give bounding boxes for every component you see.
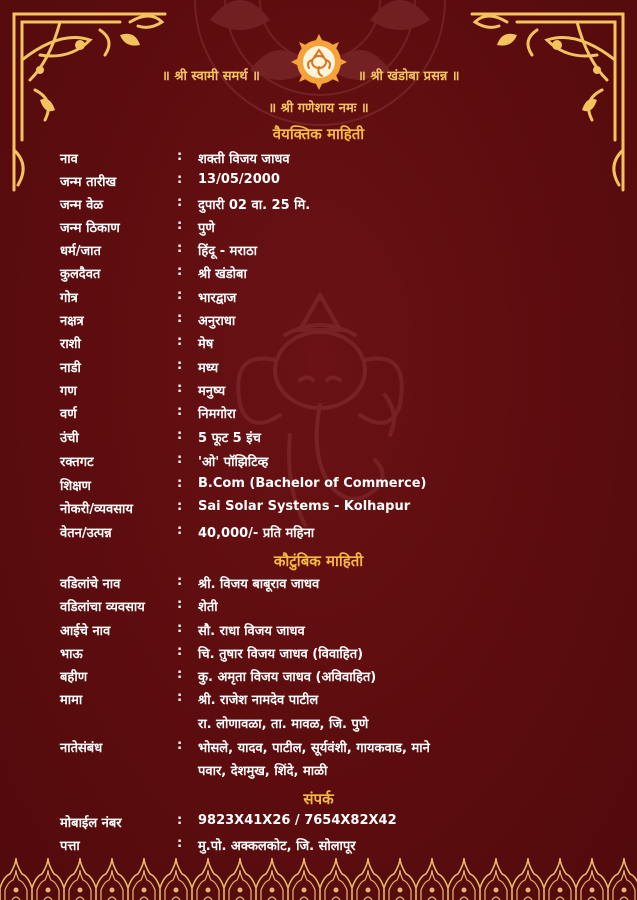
row-label: नाव bbox=[60, 152, 78, 167]
row-value: श्री. राजेश नामदेव पाटील bbox=[198, 693, 319, 708]
row-value: शक्ती विजय जाधव bbox=[198, 152, 290, 167]
row-colon: : bbox=[177, 172, 183, 187]
header-ganeshay-namah: ॥ श्री गणेशाय नमः ॥ bbox=[268, 101, 369, 116]
row-colon: : bbox=[177, 690, 183, 705]
row-label: आईचे नाव bbox=[60, 624, 111, 639]
row-value: हिंदू - मराठा bbox=[198, 244, 257, 259]
row-label: वेतन/उत्पन्न bbox=[60, 526, 112, 541]
row-colon: : bbox=[177, 149, 183, 164]
row-value: मध्य bbox=[198, 361, 219, 376]
row-label: जन्म तारीख bbox=[60, 175, 117, 190]
row-value: कु. अमृता विजय जाधव (अविवाहित) bbox=[198, 670, 377, 685]
row-label: गोत्र bbox=[60, 291, 78, 306]
row-label: नोकरी/व्यवसाय bbox=[60, 502, 133, 517]
section-title-personal: वैयक्तिक माहिती bbox=[272, 125, 365, 143]
row-colon: : bbox=[177, 667, 183, 682]
row-label: जन्म ठिकाण bbox=[60, 221, 120, 236]
row-label: बहीण bbox=[60, 670, 88, 685]
row-colon: : bbox=[177, 574, 183, 589]
row-colon: : bbox=[177, 621, 183, 636]
row-colon: : bbox=[177, 358, 183, 373]
header-swami-samarth: ॥ श्री स्वामी समर्थ ॥ bbox=[162, 69, 260, 84]
row-colon: : bbox=[177, 334, 183, 349]
row-colon: : bbox=[177, 499, 183, 514]
row-colon: : bbox=[177, 644, 183, 659]
row-value: 13/05/2000 bbox=[198, 172, 280, 187]
row-value: दुपारी 02 वा. 25 मि. bbox=[198, 198, 311, 213]
row-label: शिक्षण bbox=[60, 479, 91, 494]
row-value: सौ. राधा विजय जाधव bbox=[198, 624, 305, 639]
ganesha-watermark-icon bbox=[225, 285, 415, 535]
row-value: मेष bbox=[198, 337, 214, 352]
row-value: पवार, देशमुख, शिंदे, माळी bbox=[198, 764, 328, 779]
ganesha-logo-icon bbox=[289, 32, 349, 92]
row-label: रक्तगट bbox=[60, 455, 94, 470]
section-title-family: कौटुंबिक माहिती bbox=[273, 552, 364, 570]
row-value: निमगोरा bbox=[198, 407, 236, 422]
section-title-contact: संपर्क bbox=[303, 790, 334, 808]
row-label: वर्ण bbox=[60, 407, 77, 422]
row-colon: : bbox=[177, 476, 183, 491]
row-value: रा. लोणावळा, ता. मावळ, जि. पुणे bbox=[198, 717, 369, 732]
row-value: 9823X41X26 / 7654X82X42 bbox=[198, 813, 397, 828]
row-colon: : bbox=[177, 218, 183, 233]
row-value: मनुष्य bbox=[198, 384, 226, 399]
row-label: वडिलांचा व्यवसाय bbox=[60, 600, 145, 615]
row-label: नक्षत्र bbox=[60, 314, 84, 329]
row-colon: : bbox=[177, 381, 183, 396]
row-label: भाऊ bbox=[60, 647, 83, 662]
row-label: कुलदैवत bbox=[60, 267, 101, 282]
row-value: पुणे bbox=[198, 221, 215, 236]
row-value: चि. तुषार विजय जाधव (विवाहित) bbox=[198, 647, 364, 662]
row-colon: : bbox=[177, 404, 183, 419]
row-label: नातेसंबंध bbox=[60, 741, 103, 756]
row-label: धर्म/जात bbox=[60, 244, 101, 259]
row-value: 40,000/- प्रति महिना bbox=[198, 526, 315, 541]
row-value: श्री खंडोबा bbox=[198, 267, 247, 282]
row-colon: : bbox=[177, 311, 183, 326]
row-label: पत्ता bbox=[60, 839, 80, 854]
row-value: B.Com (Bachelor of Commerce) bbox=[198, 476, 427, 491]
row-colon: : bbox=[177, 738, 183, 753]
row-colon: : bbox=[177, 813, 183, 828]
row-label: नाडी bbox=[60, 361, 81, 376]
row-colon: : bbox=[177, 428, 183, 443]
row-colon: : bbox=[177, 452, 183, 467]
row-colon: : bbox=[177, 288, 183, 303]
row-value: 5 फूट 5 इंच bbox=[198, 431, 261, 446]
row-colon: : bbox=[177, 523, 183, 538]
row-value: भोसले, यादव, पाटील, सूर्यवंशी, गायकवाड, माने bbox=[198, 741, 430, 756]
row-colon: : bbox=[177, 264, 183, 279]
row-value: भारद्वाज bbox=[198, 291, 237, 306]
row-label: वडिलांचे नाव bbox=[60, 577, 121, 592]
row-value: मु.पो. अक्कलकोट, जि. सोलापूर bbox=[198, 839, 356, 854]
row-label: मोबाईल नंबर bbox=[60, 816, 122, 831]
row-label: राशी bbox=[60, 337, 81, 352]
row-value: 'ओ' पॉझिटिव्ह bbox=[198, 455, 269, 470]
row-label: उंची bbox=[60, 431, 79, 446]
row-colon: : bbox=[177, 195, 183, 210]
header-khandoba: ॥ श्री खंडोबा प्रसन्न ॥ bbox=[358, 69, 460, 84]
row-value: अनुराधा bbox=[198, 314, 236, 329]
row-label: जन्म वेळ bbox=[60, 198, 104, 213]
row-value: श्री. विजय बाबूराव जाधव bbox=[198, 577, 320, 592]
row-value: शेती bbox=[198, 600, 218, 615]
row-value: Sai Solar Systems - Kolhapur bbox=[198, 499, 411, 514]
row-label: मामा bbox=[60, 693, 83, 708]
row-colon: : bbox=[177, 597, 183, 612]
row-colon: : bbox=[177, 241, 183, 256]
row-colon: : bbox=[177, 836, 183, 851]
row-label: गण bbox=[60, 384, 77, 399]
border-pattern-icon bbox=[0, 858, 637, 900]
